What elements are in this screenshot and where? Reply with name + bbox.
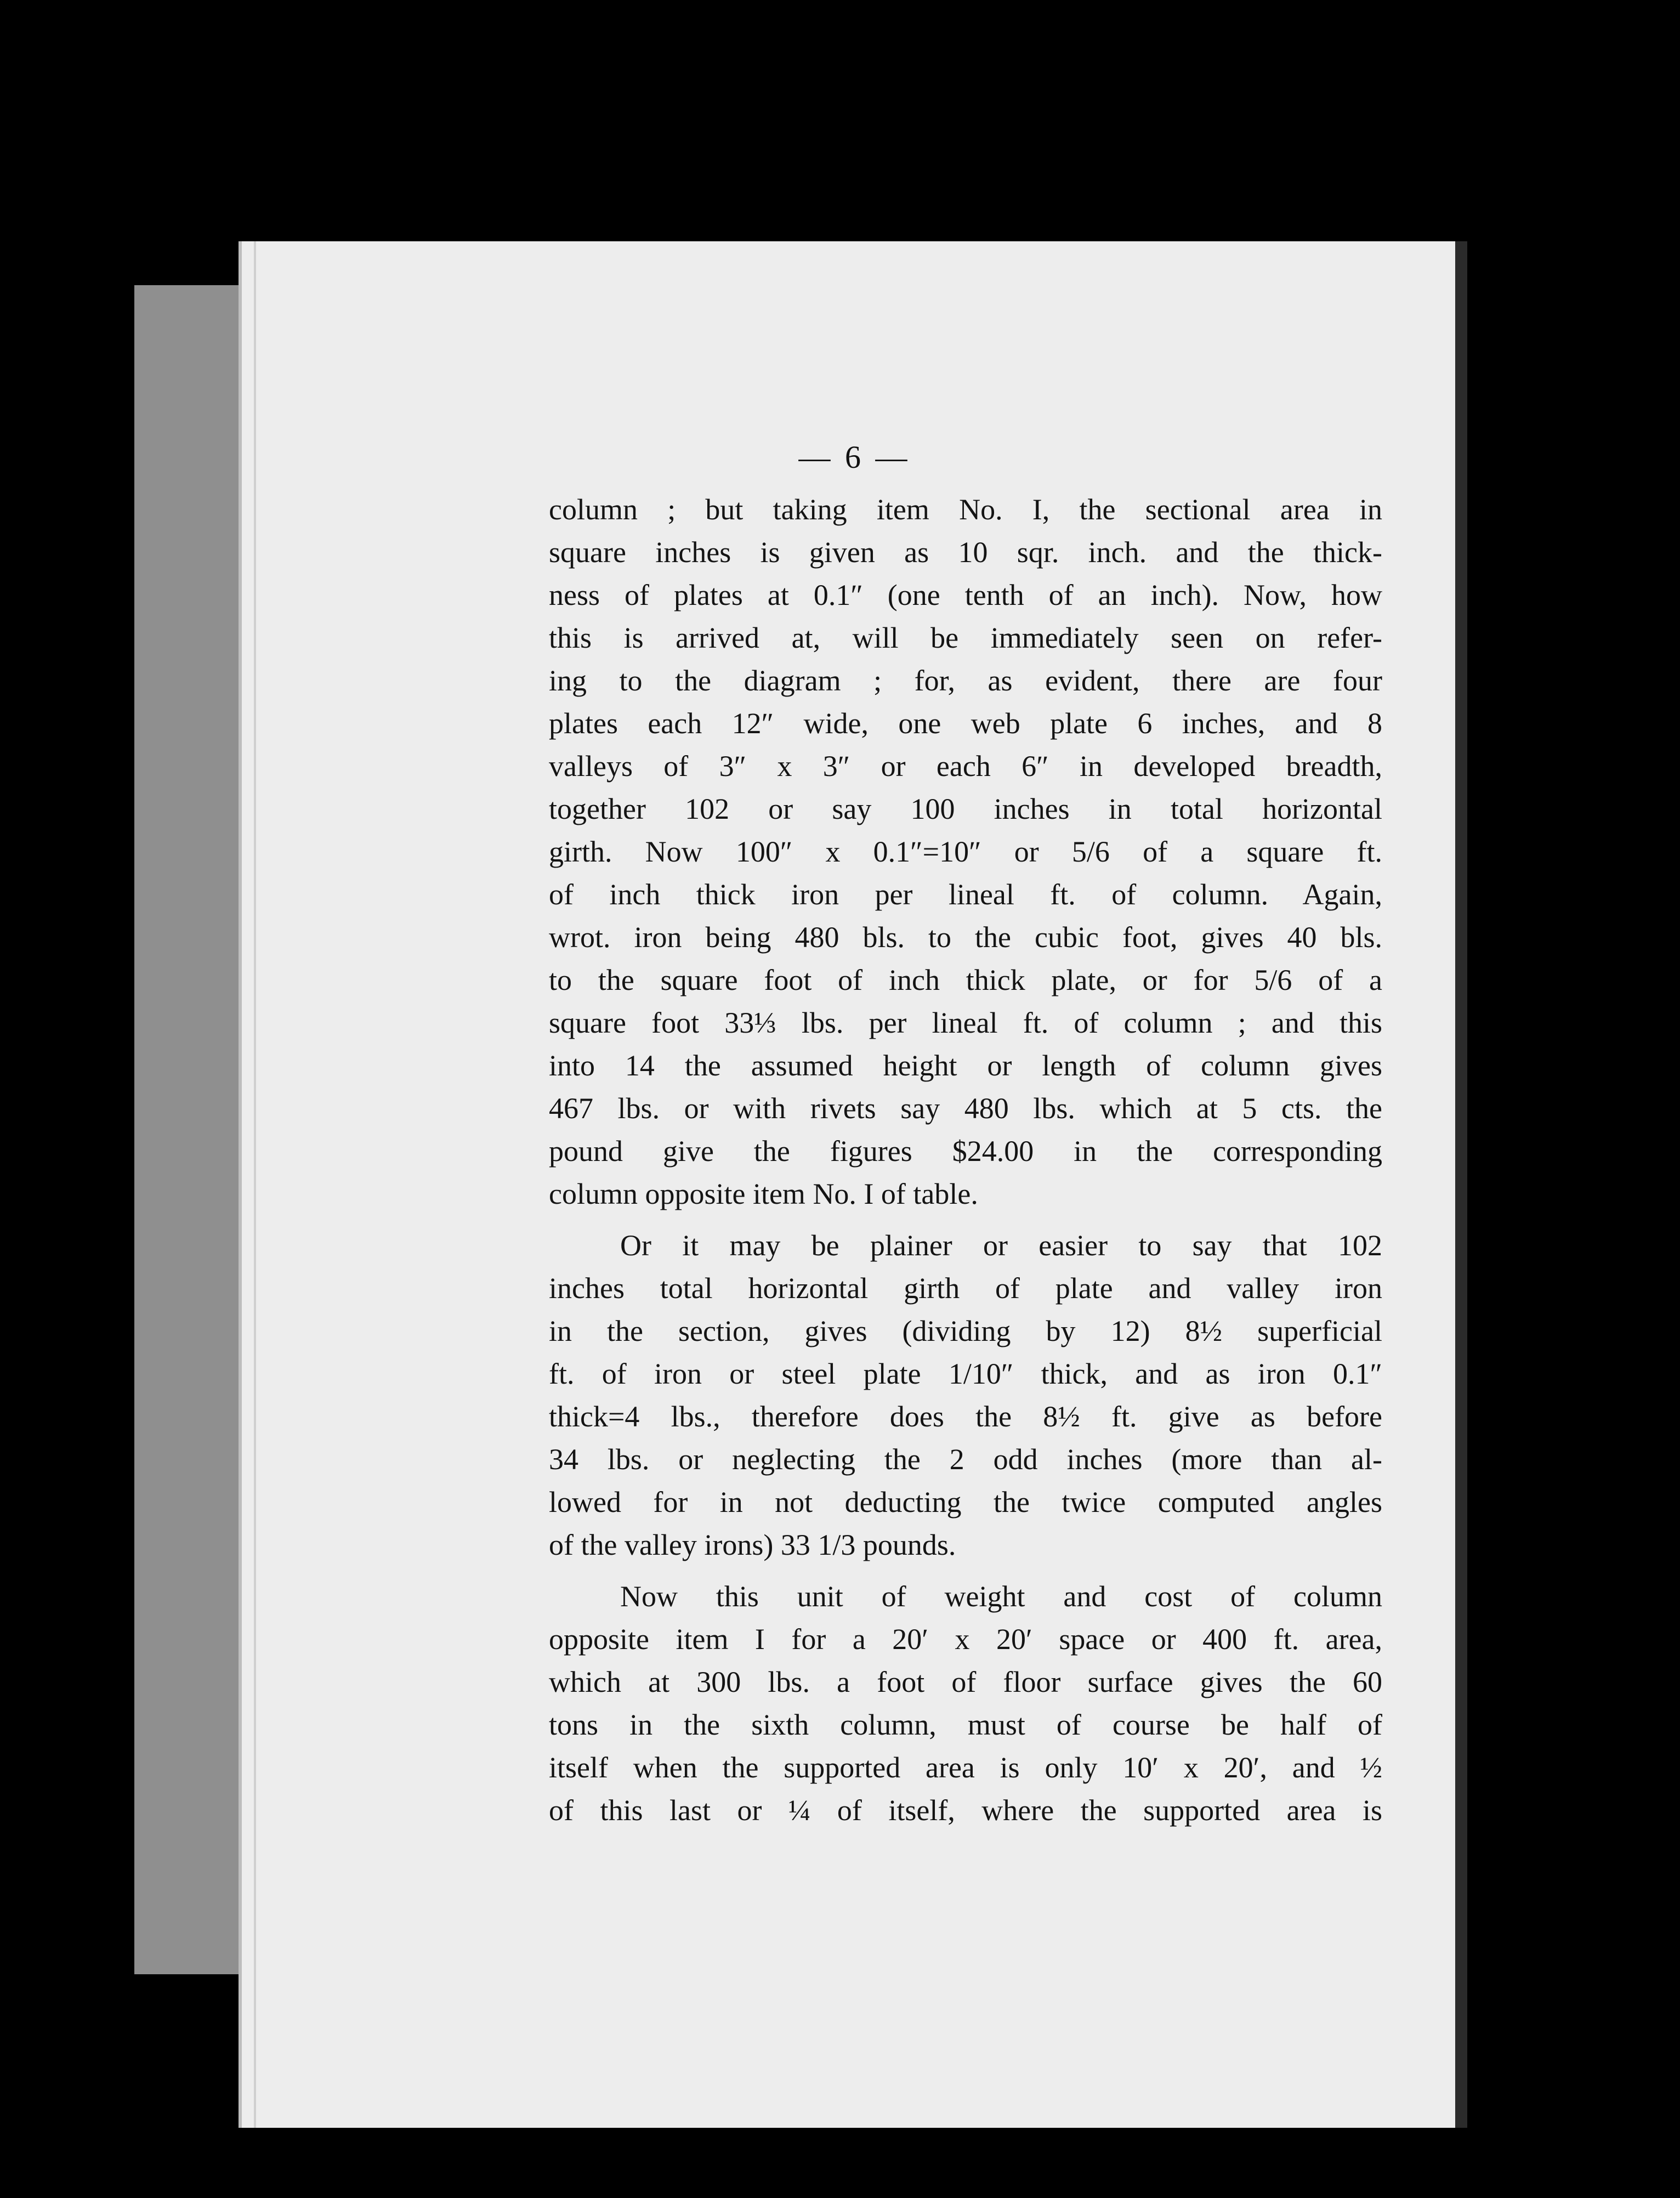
text-line: column opposite item No. I of table. bbox=[549, 1177, 978, 1210]
text-line: ing to the diagram ; for, as evident, there are four bbox=[549, 664, 1382, 697]
paragraph-1 bbox=[549, 488, 1382, 1215]
text-line: girth. Now 100″ x 0.1″=10″ or 5/6 of a square ft. bbox=[549, 835, 1382, 868]
text-line: tons in the sixth column, must of course be half of bbox=[549, 1708, 1382, 1741]
text-line: which at 300 lbs. a foot of floor surface gives the 60 bbox=[549, 1666, 1382, 1698]
text-line: of this last or ¼ of itself, where the supported area is bbox=[549, 1794, 1382, 1827]
text-line: of inch thick iron per lineal ft. of column. Again, bbox=[549, 878, 1382, 911]
page-number: — 6 — bbox=[798, 439, 911, 475]
document-page bbox=[239, 241, 1467, 2128]
page-spine bbox=[1455, 241, 1467, 2128]
text-line: to the square foot of inch thick plate, or for 5/6 of a bbox=[549, 964, 1382, 996]
page-edge bbox=[254, 241, 256, 2128]
text-line: square inches is given as 10 sqr. inch. and the thick- bbox=[549, 536, 1382, 569]
text-line: together 102 or say 100 inches in total horizontal bbox=[549, 792, 1382, 825]
paragraph-3 bbox=[549, 1575, 1382, 1832]
text-line: square foot 33⅓ lbs. per lineal ft. of column ; and this bbox=[549, 1006, 1382, 1039]
text-line: lowed for in not deducting the twice computed angles bbox=[549, 1486, 1382, 1519]
paragraph-2 bbox=[549, 1224, 1382, 1566]
text-line: 34 lbs. or neglecting the 2 odd inches (more than al- bbox=[549, 1443, 1382, 1476]
text-line: wrot. iron being 480 bls. to the cubic foot, gives 40 bls. bbox=[549, 921, 1382, 954]
text-line: pound give the figures $24.00 in the corresponding bbox=[549, 1135, 1382, 1168]
text-line: thick=4 lbs., therefore does the 8½ ft. give as before bbox=[549, 1400, 1382, 1433]
text-line: itself when the supported area is only 10′ x 20′, and ½ bbox=[549, 1751, 1382, 1784]
text-line: column ; but taking item No. I, the sectional area in bbox=[549, 493, 1382, 526]
text-line: Or it may be plainer or easier to say that 102 bbox=[620, 1229, 1382, 1262]
text-line: into 14 the assumed height or length of column gives bbox=[549, 1049, 1382, 1082]
text-line: this is arrived at, will be immediately seen on refer- bbox=[549, 621, 1382, 654]
text-line: inches total horizontal girth of plate and valley iron bbox=[549, 1272, 1382, 1305]
text-line: valleys of 3″ x 3″ or each 6″ in developed breadth, bbox=[549, 750, 1382, 783]
body-text bbox=[549, 488, 1382, 1840]
text-line: opposite item I for a 20′ x 20′ space or 400 ft. area, bbox=[549, 1623, 1382, 1656]
text-line: 467 lbs. or with rivets say 480 lbs. which at 5 cts. the bbox=[549, 1092, 1382, 1125]
text-line: Now this unit of weight and cost of column bbox=[620, 1580, 1382, 1613]
text-line: of the valley irons) 33 1/3 pounds. bbox=[549, 1528, 956, 1561]
text-line: in the section, gives (dividing by 12) 8½ superficial bbox=[549, 1315, 1382, 1347]
text-line: ness of plates at 0.1″ (one tenth of an inch). Now, how bbox=[549, 579, 1382, 611]
text-line: ft. of iron or steel plate 1/10″ thick, and as iron 0.1″ bbox=[549, 1357, 1382, 1390]
text-line: plates each 12″ wide, one web plate 6 inches, and 8 bbox=[549, 707, 1382, 740]
